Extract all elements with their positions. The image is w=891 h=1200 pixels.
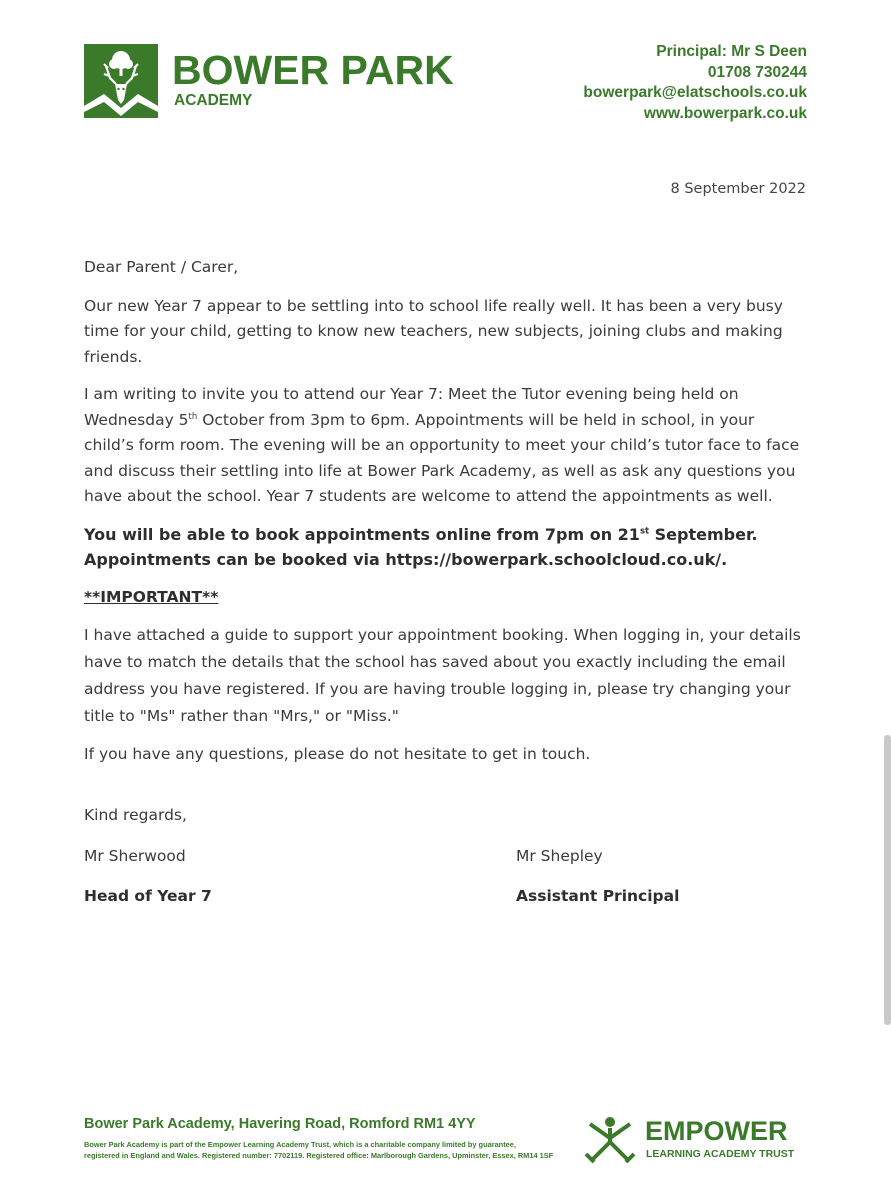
website-link[interactable]: www.bowerpark.co.uk: [643, 104, 807, 122]
invitation-date-suffix: th: [188, 411, 198, 422]
invitation-text-a: I am writing to invite you to attend our Year 7: Meet the Tutor evening being held on Wednesday 5: [84, 385, 739, 429]
stag-logo-icon: [84, 44, 158, 118]
paragraph-login-guide: I have attached a guide to support your appointment booking. When logging in, your details have to match the details that the school has saved about you exactly including the email address you have registered. If you are having trouble logging in, please try changing your title to "Ms" rather than "Mrs," or "Miss.": [84, 626, 801, 725]
trust-subtitle: LEARNING ACADEMY TRUST: [646, 1148, 795, 1160]
empower-figure-icon: [584, 1116, 636, 1164]
contact-block: [583, 42, 807, 124]
important-heading: **IMPORTANT**: [84, 587, 219, 606]
brand-subtitle: ACADEMY: [174, 92, 253, 109]
letter-body: [84, 255, 804, 780]
trust-name: EMPOWER: [645, 1116, 788, 1146]
footer-address: Bower Park Academy, Havering Road, Romford RM1 4YY: [84, 1116, 476, 1132]
signatory-left-title: Head of Year 7: [84, 887, 212, 905]
paragraph-settling: Our new Year 7 appear to be settling into to school life really well. It has been a very busy time for your child, getting to know new teachers, new subjects, joining clubs and making friends.: [84, 296, 783, 366]
signatory-right-name: Mr Shepley: [516, 847, 603, 865]
vertical-scrollbar[interactable]: [884, 735, 891, 1025]
principal-line: Principal: Mr S Deen: [656, 43, 807, 60]
phone-number: 01708 730244: [707, 63, 807, 81]
paragraph-invitation: [84, 382, 804, 510]
brand-name: BOWER PARK: [172, 47, 454, 93]
letter-date: 8 September 2022: [670, 181, 806, 197]
booking-text-b[interactable]: September. Appointments can be booked via https://bowerpark.schoolcloud.co.uk/.: [84, 524, 758, 569]
closing: Kind regards,: [84, 806, 187, 824]
footer-legal-line1: Bower Park Academy is part of the Empower Learning Academy Trust, which is a charitable company limited by guarantee,: [84, 1140, 516, 1149]
email-address[interactable]: bowerpark@elatschools.co.uk: [583, 84, 807, 101]
signatory-right-title: Assistant Principal: [516, 887, 680, 905]
booking-date-suffix: st: [639, 526, 650, 537]
booking-text-a: You will be able to book appointments online from 7pm on 21: [84, 524, 640, 544]
invitation-text-b: October from 3pm to 6pm. Appointments will be held in school, in your child’s form room. The evening will be an opportunity to meet your child’s tutor face to face and discuss their settling into life at Bower Park Academy, as well as ask any questions you have about the school. Year 7 students are welcome to attend the appointments as well.: [84, 410, 800, 505]
paragraph-questions: If you have any questions, please do not hesitate to get in touch.: [84, 745, 591, 763]
greeting: Dear Parent / Carer,: [84, 258, 239, 276]
signatory-left-name: Mr Sherwood: [84, 847, 186, 865]
footer-legal-line2: registered in England and Wales. Registered number: 7702119. Registered office: Marlborough Gardens, Upminster, Essex, RM14 1SF: [84, 1151, 554, 1160]
footer-legal: [84, 1139, 584, 1161]
booking-notice: [84, 522, 804, 573]
